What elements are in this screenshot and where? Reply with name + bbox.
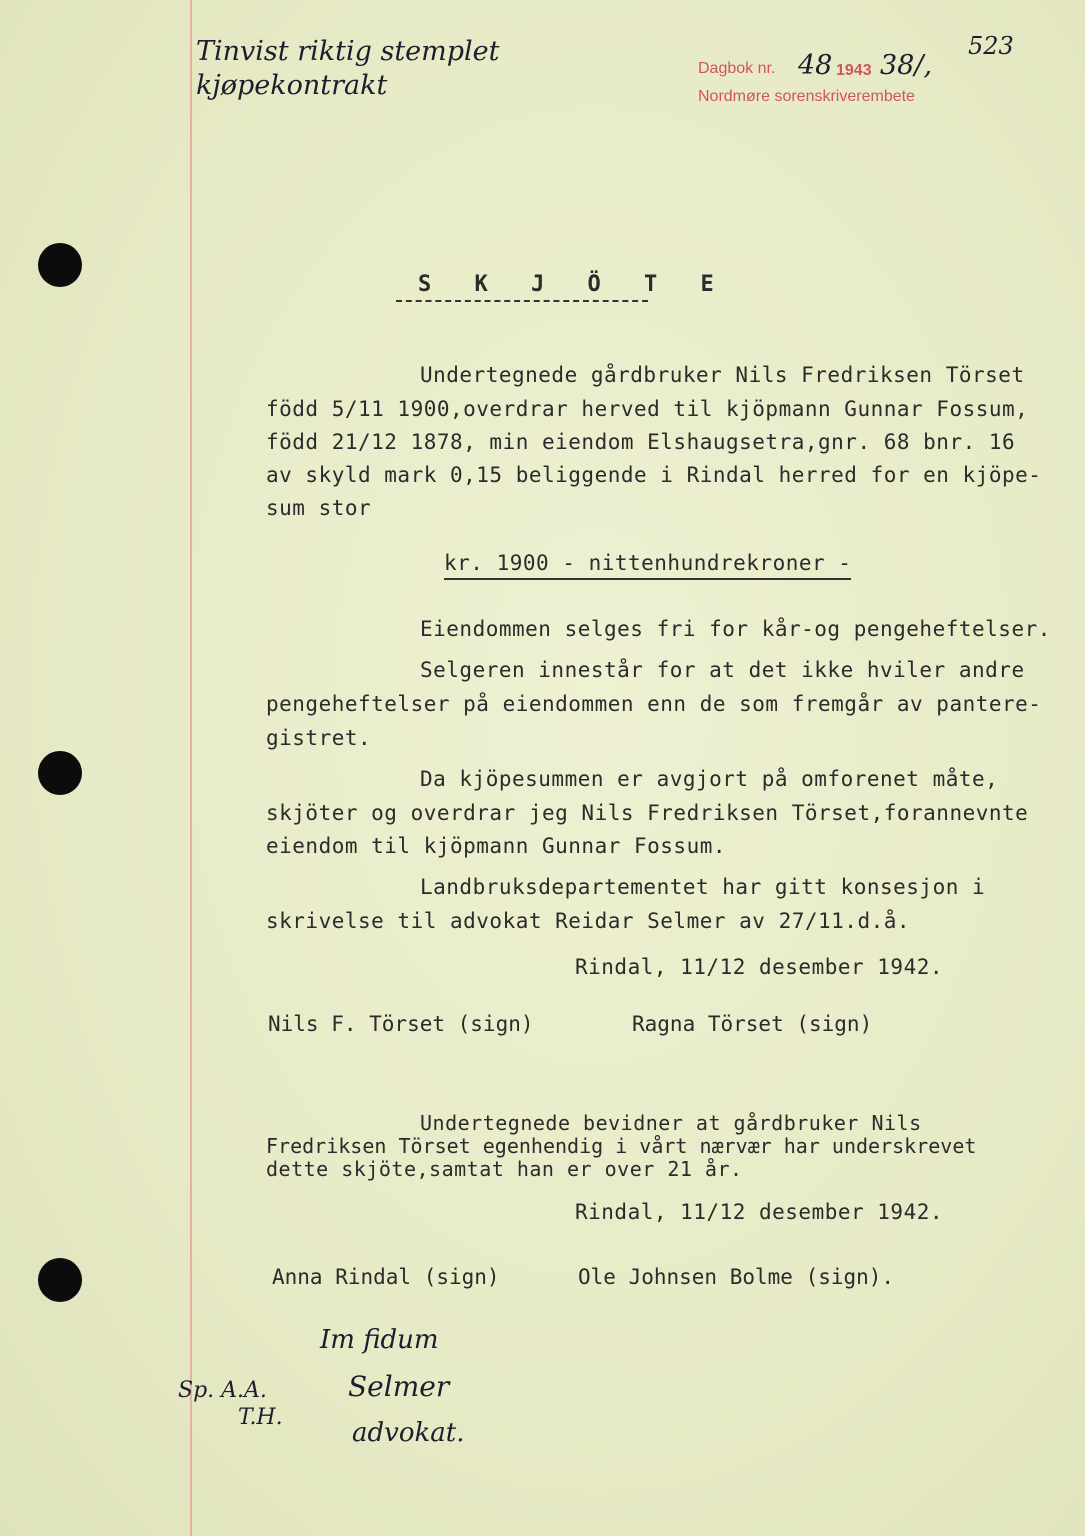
- signature-witness: Ole Johnsen Bolme (sign).: [578, 1265, 895, 1289]
- document-title: S K J Ö T E: [418, 272, 729, 297]
- stamp-dagbok-suffix: 38/,: [880, 50, 933, 81]
- witness-line: Undertegnede bevidner at gårdbruker Nils: [420, 1111, 922, 1135]
- punch-hole: [38, 751, 82, 795]
- punch-hole: [38, 243, 82, 287]
- paragraph1-line: född 21/12 1878, min eiendom Elshaugsetra,gnr. 68 bnr. 16: [266, 430, 1016, 454]
- paragraph5-line: Landbruksdepartementet har gitt konsesjon i: [420, 875, 986, 899]
- paragraph3-line: pengeheftelser på eiendommen enn de som fremgår av pantere-: [266, 692, 1042, 716]
- page-number: 523: [968, 32, 1014, 60]
- paragraph2: Eiendommen selges fri for kår-og pengeheftelser.: [420, 617, 1051, 641]
- handwritten-signature: advokat.: [352, 1418, 465, 1448]
- witness-line: dette skjöte,samtat han er over 21 år.: [266, 1157, 743, 1181]
- handwritten-note-line1: Tinvist riktig stemplet: [196, 36, 500, 67]
- paragraph3-line: gistret.: [266, 726, 372, 750]
- paragraph4-line: skjöter og overdrar jeg Nils Fredriksen Törset,forannevnte: [266, 801, 1029, 825]
- handwritten-signature: Selmer: [348, 1370, 450, 1403]
- stamp-dagbok-number: 48: [798, 50, 833, 81]
- handwritten-initials: T.H.: [238, 1405, 283, 1430]
- signature-spouse: Ragna Törset (sign): [632, 1012, 873, 1036]
- paragraph5-line: skrivelse til advokat Reidar Selmer av 27/11.d.å.: [266, 909, 911, 933]
- margin-line: [190, 0, 192, 1536]
- date-line: Rindal, 11/12 desember 1942.: [575, 1200, 944, 1224]
- signature-seller: Nils F. Törset (sign): [268, 1012, 534, 1036]
- date-line: Rindal, 11/12 desember 1942.: [575, 955, 944, 979]
- title-underline: [396, 300, 648, 302]
- signature-witness: Anna Rindal (sign): [272, 1265, 500, 1289]
- handwritten-initials: Sp. A.A.: [178, 1378, 267, 1403]
- paragraph1-line: född 5/11 1900,overdrar herved til kjöpmann Gunnar Fossum,: [266, 397, 1029, 421]
- handwritten-signature: Im fidum: [320, 1325, 439, 1355]
- witness-line: Fredriksen Törset egenhendig i vårt nærvær har underskrevet: [266, 1134, 977, 1158]
- purchase-price: kr. 1900 - nittenhundrekroner -: [444, 551, 851, 580]
- stamp-office: Nordmøre sorenskriverembete: [698, 88, 915, 105]
- punch-hole: [38, 1258, 82, 1302]
- paragraph4-line: Da kjöpesummen er avgjort på omforenet måte,: [420, 767, 999, 791]
- paragraph3-line: Selgeren innestår for at det ikke hviler andre: [420, 658, 1025, 682]
- paragraph1-line: av skyld mark 0,15 beliggende i Rindal herred for en kjöpe-: [266, 463, 1042, 487]
- stamp-year: 1943: [836, 62, 872, 79]
- handwritten-note-line2: kjøpekontrakt: [196, 70, 388, 101]
- paragraph1-line: sum stor: [266, 496, 372, 520]
- paragraph1-line: Undertegnede gårdbruker Nils Fredriksen Törset: [420, 363, 1025, 387]
- paragraph4-line: eiendom til kjöpmann Gunnar Fossum.: [266, 834, 727, 858]
- stamp-dagbok-label: Dagbok nr.: [698, 60, 776, 77]
